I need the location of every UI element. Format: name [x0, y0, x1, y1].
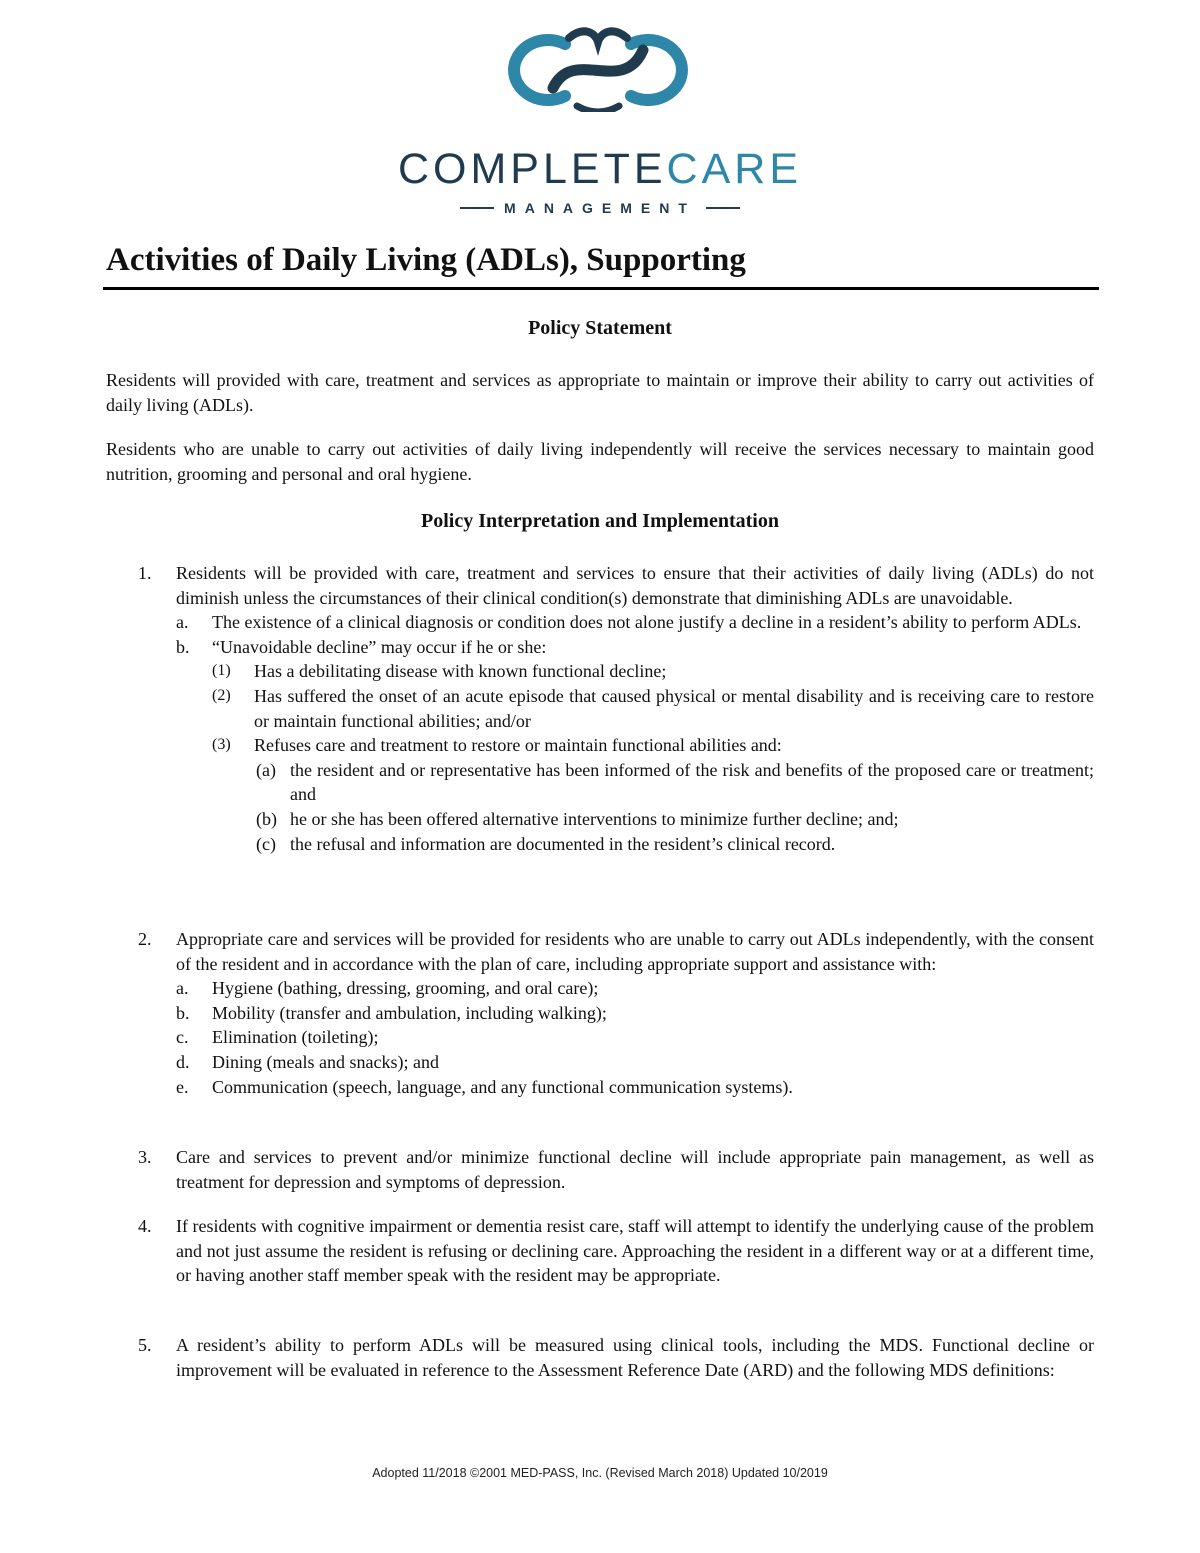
nested-item-label: (2): [212, 686, 231, 704]
sub-item: [176, 635, 1094, 660]
sub-item-label: a.: [176, 978, 189, 999]
list-item-text: Appropriate care and services will be provided for residents who are unable to carry out ADLs independently, with the consent of the resident and in accordance with the plan of care, including appropriate support and assistance with:: [176, 929, 1094, 974]
nested-item-text: Has suffered the onset of an acute episode that caused physical or mental disability and is receiving care to restore or maintain functional abilities; and/or: [254, 685, 1094, 731]
policy-paragraph: Residents who are unable to carry out activities of daily living independently will receive the services necessary to maintain good nutrition, grooming and personal and oral hygiene.: [106, 439, 1094, 484]
sub-item-label: a.: [176, 612, 189, 633]
deep-item: [176, 807, 1094, 832]
list-item: [138, 561, 1094, 856]
list-item-text: Care and services to prevent and/or minimize functional decline will include appropriate pain management, as well as treatment for depression and symptoms of depression.: [176, 1147, 1094, 1192]
brand-dash-left: [460, 207, 494, 209]
deep-item-label: (a): [256, 759, 276, 780]
deep-item-text: he or she has been offered alternative interventions to minimize further decline; and;: [290, 808, 899, 829]
list-item: [138, 927, 1094, 1099]
list-number: 5.: [138, 1335, 152, 1355]
sub-item-text: Dining (meals and snacks); and: [212, 1051, 439, 1072]
list-item-text: If residents with cognitive impairment or dementia resist care, staff will attempt to identify the underlying cause of the problem and not just assume the resident is refusing or declining care. Approaching the resident in a different way or at a different time, or having another staff member speak with the resident may be appropriate.: [176, 1216, 1094, 1286]
nested-item-text: Refuses care and treatment to restore or maintain functional abilities and:: [254, 735, 782, 756]
sub-item: [176, 1001, 1094, 1026]
list-number: 1.: [138, 563, 152, 583]
list-number: 2.: [138, 929, 152, 949]
deep-item-text: the resident and or representative has been informed of the risk and benefits of the proposed care or treatment; and: [290, 759, 1094, 805]
brand-dash-right: [706, 207, 740, 209]
list-item-text: A resident’s ability to perform ADLs will be measured using clinical tools, including the MDS. Functional decline or improvement will be evaluated in reference to the Assessment Reference Date (ARD) and the following MDS definitions:: [176, 1335, 1094, 1380]
brand-wordmark: [0, 146, 1200, 216]
page-footer: Adopted 11/2018 ©2001 MED-PASS, Inc. (Revised March 2018) Updated 10/2019: [372, 1466, 828, 1480]
sub-item-label: e.: [176, 1076, 189, 1097]
sub-item-text: Communication (speech, language, and any functional communication systems).: [212, 1076, 793, 1097]
sub-item: [176, 610, 1094, 635]
list-number: 3.: [138, 1147, 152, 1167]
sub-item-text: The existence of a clinical diagnosis or condition does not alone justify a decline in a resident’s ability to perform ADLs.: [212, 612, 1082, 633]
deep-item-label: (b): [256, 808, 277, 829]
nested-item: [176, 733, 1094, 758]
list-item-text: Residents will be provided with care, treatment and services to ensure that their activities of daily living (ADLs) do not diminish unless the circumstances of their clinical condition(s) demonstrate that diminishing ADLs are unavoidable.: [176, 563, 1094, 608]
title-divider: [103, 287, 1099, 290]
sub-item-text: Elimination (toileting);: [212, 1027, 379, 1048]
implementation-heading: Policy Interpretation and Implementation: [421, 510, 779, 532]
list-number: 4.: [138, 1216, 152, 1236]
nested-item-label: (1): [212, 662, 231, 680]
deep-item: [176, 758, 1094, 807]
brand-subtitle: [0, 200, 1200, 216]
sub-item: [176, 1075, 1094, 1100]
nested-item: [176, 684, 1094, 733]
sub-item-label: b.: [176, 1002, 190, 1023]
brand-name: [0, 146, 1200, 192]
sub-item-label: d.: [176, 1051, 190, 1072]
brand-subtitle-text: MANAGEMENT: [504, 200, 696, 216]
sub-item-label: c.: [176, 1027, 189, 1048]
nested-item-text: Has a debilitating disease with known functional decline;: [254, 661, 667, 682]
list-item: [138, 1145, 1094, 1194]
nested-item: [176, 659, 1094, 684]
deep-item-label: (c): [256, 833, 276, 854]
sub-item: [176, 976, 1094, 1001]
deep-item: [176, 832, 1094, 857]
brand-name-part1: COMPLETE: [397, 145, 667, 193]
brand-name-part2: CARE: [666, 145, 802, 193]
sub-item-text: “Unavoidable decline” may occur if he or she:: [212, 636, 547, 657]
nested-item-label: (3): [212, 736, 231, 754]
sub-item-text: Mobility (transfer and ambulation, including walking);: [212, 1002, 607, 1023]
interlocking-cc-heart-logo-icon: [503, 26, 693, 112]
list-item: [138, 1214, 1094, 1288]
sub-item-label: b.: [176, 636, 190, 657]
sub-item: [176, 1025, 1094, 1050]
policy-statement-heading: Policy Statement: [528, 317, 672, 339]
list-item: [138, 1333, 1094, 1382]
deep-item-text: the refusal and information are documented in the resident’s clinical record.: [290, 833, 836, 854]
sub-item: [176, 1050, 1094, 1075]
page-title: Activities of Daily Living (ADLs), Supporting: [106, 242, 746, 278]
policy-paragraph: Residents will provided with care, treatment and services as appropriate to maintain or improve their ability to carry out activities of daily living (ADLs).: [106, 370, 1094, 415]
sub-item-text: Hygiene (bathing, dressing, grooming, and oral care);: [212, 978, 599, 999]
